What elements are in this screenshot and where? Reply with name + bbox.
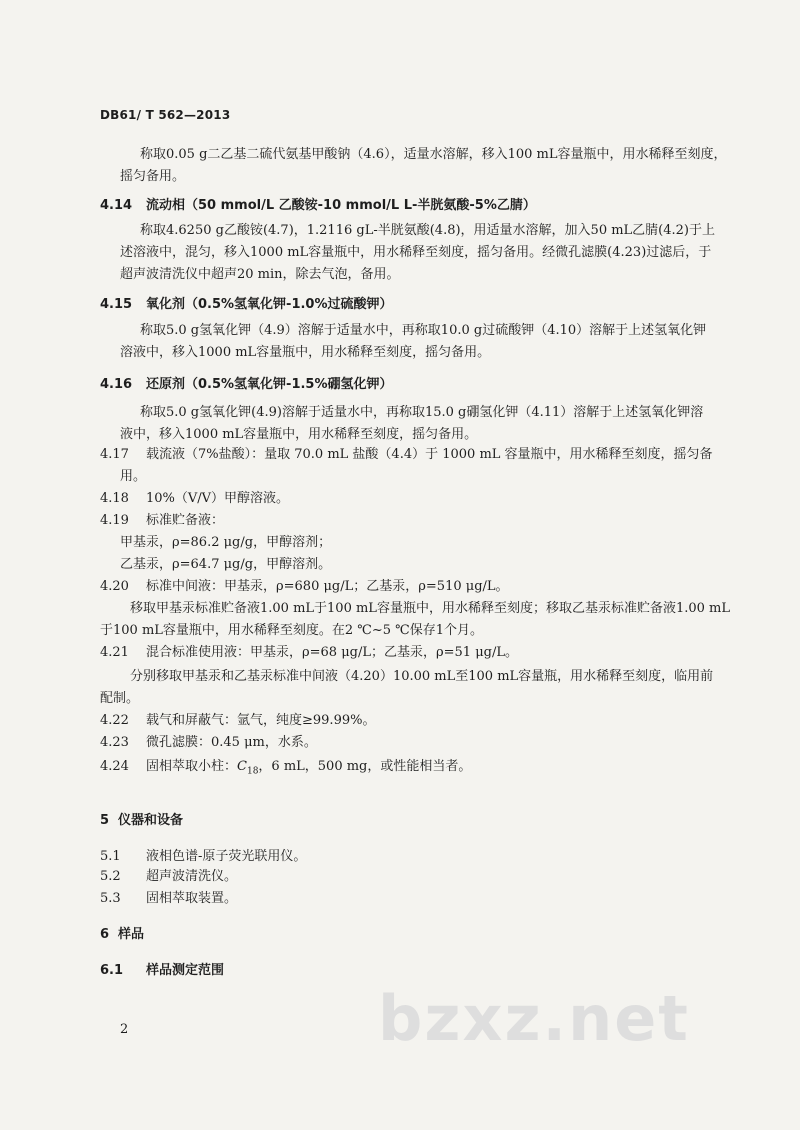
clause-number: 6.1 bbox=[100, 963, 124, 978]
clause-4-24 bbox=[100, 758, 471, 781]
clause-text: 10%（V/V）甲醇溶液。 bbox=[146, 491, 290, 506]
clause-number: 5.1 bbox=[100, 849, 121, 864]
paragraph-line: 于100 mL容量瓶中，用水稀释至刻度。在2 ℃~5 ℃保存1个月。 bbox=[100, 623, 483, 638]
paragraph-line: 超声波清洗仪中超声20 min，除去气泡，备用。 bbox=[120, 267, 400, 282]
clause-number: 5.2 bbox=[100, 869, 121, 884]
watermark-logo: bzxz.net bbox=[378, 982, 690, 1055]
section-title: 样品 bbox=[118, 927, 145, 942]
paragraph-line: 称取5.0 g氢氧化钾(4.9)溶解于适量水中，再称取15.0 g硼氢化钾（4.11）溶解于上述氢氧化钾溶 bbox=[140, 405, 704, 420]
clause-4-15 bbox=[100, 296, 393, 314]
section-5-heading bbox=[100, 812, 183, 830]
clause-number: 4.23 bbox=[100, 735, 129, 750]
clause-4-19 bbox=[100, 512, 224, 530]
section-number: 5 bbox=[100, 813, 110, 828]
clause-number: 4.17 bbox=[100, 447, 129, 462]
c18-symbol: C bbox=[237, 759, 247, 774]
clause-text: 载气和屏蔽气：氩气，纯度≥99.99%。 bbox=[146, 713, 376, 728]
clause-title: 样品测定范围 bbox=[146, 963, 225, 978]
clause-title: 还原剂（0.5%氢氧化钾-1.5%硼氢化钾） bbox=[146, 377, 393, 392]
clause-5-2 bbox=[100, 868, 237, 886]
clause-5-1 bbox=[100, 848, 306, 866]
clause-4-14 bbox=[100, 197, 536, 215]
paragraph-line: 分别移取甲基汞和乙基汞标准中间液（4.20）10.00 mL至100 mL容量瓶，用水稀释至刻度，临用前 bbox=[130, 669, 714, 684]
clause-text: 标准中间液：甲基汞，ρ=680 μg/L；乙基汞，ρ=510 μg/L。 bbox=[146, 579, 509, 594]
paragraph-line: 称取0.05 g二乙基二硫代氨基甲酸钠（4.6），适量水溶解，移入100 mL容量瓶中，用水稀释至刻度， bbox=[140, 147, 727, 162]
paragraph-line: 述溶液中，混匀，移入1000 mL容量瓶中，用水稀释至刻度，摇匀备用。经微孔滤膜(4.23)过滤后，于 bbox=[120, 245, 712, 260]
c18-subscript: 18 bbox=[246, 766, 259, 777]
clause-text: 载流液（7%盐酸）：量取 70.0 mL 盐酸（4.4）于 1000 mL 容量瓶中，用水稀释至刻度，摇匀备 bbox=[146, 447, 713, 462]
clause-number: 5.3 bbox=[100, 891, 121, 906]
clause-4-23 bbox=[100, 734, 317, 752]
clause-number: 4.18 bbox=[100, 491, 129, 506]
paragraph-line: 称取5.0 g氢氧化钾（4.9）溶解于适量水中，再称取10.0 g过硫酸钾（4.10）溶解于上述氢氧化钾 bbox=[140, 323, 707, 338]
clause-4-20 bbox=[100, 578, 509, 596]
section-number: 6 bbox=[100, 927, 110, 942]
clause-title: 氧化剂（0.5%氢氧化钾-1.0%过硫酸钾） bbox=[146, 297, 393, 312]
clause-4-22 bbox=[100, 712, 375, 730]
clause-text: ，6 mL，500 mg，或性能相当者。 bbox=[258, 759, 472, 774]
clause-number: 4.21 bbox=[100, 645, 129, 660]
paragraph-line: 液中，移入1000 mL容量瓶中，用水稀释至刻度，摇匀备用。 bbox=[120, 427, 478, 442]
clause-text: 固相萃取小柱： bbox=[146, 759, 238, 774]
paragraph-line: 移取甲基汞标准贮备液1.00 mL于100 mL容量瓶中，用水稀释至刻度；移取乙基汞标准贮备液1.00 mL bbox=[130, 601, 730, 616]
section-6-heading bbox=[100, 926, 144, 944]
clause-5-3 bbox=[100, 890, 237, 908]
page-number: 2 bbox=[120, 1022, 129, 1037]
paragraph-line: 称取4.6250 g乙酸铵(4.7)，1.2116 gL-半胱氨酸(4.8)，用适量水溶解，加入50 mL乙腈(4.2)于上 bbox=[140, 223, 715, 238]
clause-6-1 bbox=[100, 962, 224, 980]
clause-4-17 bbox=[100, 446, 713, 464]
paragraph-line: 配制。 bbox=[100, 691, 140, 706]
clause-number: 4.19 bbox=[100, 513, 129, 528]
section-title: 仪器和设备 bbox=[118, 813, 184, 828]
clause-4-18 bbox=[100, 490, 289, 508]
clause-number: 4.14 bbox=[100, 198, 133, 213]
standard-code-header: DB61/ T 562—2013 bbox=[100, 108, 231, 122]
paragraph-line: 用。 bbox=[120, 469, 147, 484]
clause-text: 固相萃取装置。 bbox=[146, 891, 238, 906]
clause-number: 4.20 bbox=[100, 579, 129, 594]
clause-number: 4.24 bbox=[100, 759, 129, 774]
clause-text: 混合标准使用液：甲基汞，ρ=68 μg/L；乙基汞，ρ=51 μg/L。 bbox=[146, 645, 518, 660]
clause-number: 4.16 bbox=[100, 377, 133, 392]
clause-text: 微孔滤膜：0.45 μm，水系。 bbox=[146, 735, 317, 750]
paragraph-line: 摇匀备用。 bbox=[120, 169, 186, 184]
clause-title: 流动相（50 mmol/L 乙酸铵-10 mmol/L L-半胱氨酸-5%乙腈） bbox=[146, 198, 536, 213]
clause-4-21 bbox=[100, 644, 518, 662]
clause-4-16 bbox=[100, 376, 393, 394]
clause-text: 液相色谱-原子荧光联用仪。 bbox=[146, 849, 307, 864]
clause-number: 4.15 bbox=[100, 297, 133, 312]
clause-number: 4.22 bbox=[100, 713, 129, 728]
clause-text: 超声波清洗仪。 bbox=[146, 869, 238, 884]
paragraph-line: 乙基汞，ρ=64.7 μg/g，甲醇溶剂。 bbox=[120, 557, 332, 572]
paragraph-line: 溶液中，移入1000 mL容量瓶中，用水稀释至刻度，摇匀备用。 bbox=[120, 345, 491, 360]
paragraph-line: 甲基汞，ρ=86.2 μg/g，甲醇溶剂； bbox=[120, 535, 332, 550]
clause-text: 标准贮备液： bbox=[146, 513, 225, 528]
